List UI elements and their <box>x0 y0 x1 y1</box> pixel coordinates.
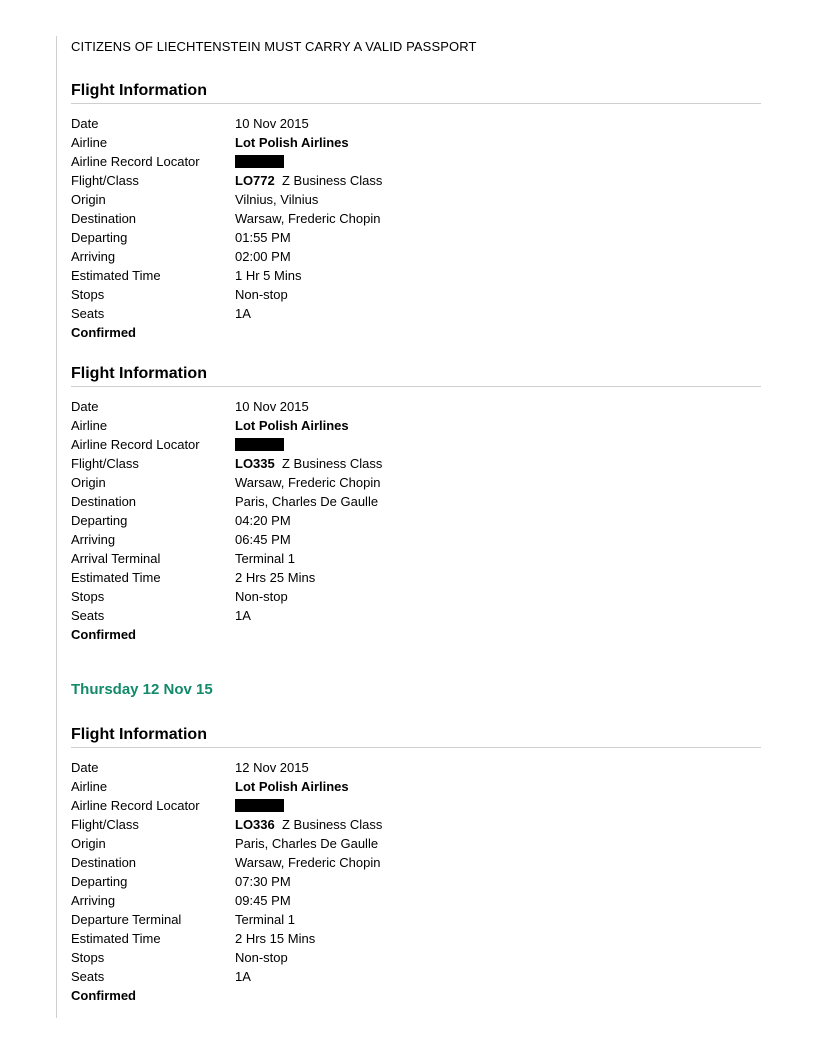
row-arriving <box>71 530 761 549</box>
cabin-class: Z Business Class <box>281 817 383 832</box>
label-departing: Departing <box>71 230 128 245</box>
row-date <box>71 114 761 133</box>
flight-number: LO772 <box>235 173 275 188</box>
label-departure-terminal: Departure Terminal <box>71 912 182 927</box>
row-seats <box>71 967 761 986</box>
row-departing <box>71 228 761 247</box>
label-origin: Origin <box>71 192 106 207</box>
row-destination <box>71 853 761 872</box>
value-origin: Warsaw, Frederic Chopin <box>235 475 381 490</box>
value-estimated-time: 2 Hrs 25 Mins <box>235 570 316 585</box>
value-arriving: 06:45 PM <box>235 532 291 547</box>
row-flight-class <box>71 171 761 190</box>
flight-section-3 <box>71 725 761 1005</box>
flight-section-2 <box>71 364 761 644</box>
flight-details <box>71 397 761 644</box>
label-arrival-terminal: Arrival Terminal <box>71 551 161 566</box>
redaction-box <box>235 438 284 451</box>
label-date: Date <box>71 399 99 414</box>
row-origin <box>71 834 761 853</box>
label-estimated-time: Estimated Time <box>71 570 161 585</box>
value-seats: 1A <box>235 608 251 623</box>
left-margin-rule <box>56 36 57 1018</box>
row-stops <box>71 587 761 606</box>
value-airline: Lot Polish Airlines <box>235 779 349 794</box>
row-estimated-time <box>71 568 761 587</box>
row-stops <box>71 285 761 304</box>
row-departing <box>71 872 761 891</box>
row-estimated-time <box>71 929 761 948</box>
flight-section-1 <box>71 81 761 342</box>
label-arriving: Arriving <box>71 893 116 908</box>
label-estimated-time: Estimated Time <box>71 268 161 283</box>
section-title: Flight Information <box>71 725 761 748</box>
flight-number: LO336 <box>235 817 275 832</box>
label-record-locator: Airline Record Locator <box>71 437 200 452</box>
label-date: Date <box>71 760 99 775</box>
label-airline: Airline <box>71 418 108 433</box>
label-flight-class: Flight/Class <box>71 456 139 471</box>
label-record-locator: Airline Record Locator <box>71 798 200 813</box>
value-date: 10 Nov 2015 <box>235 399 309 414</box>
status-confirmed: Confirmed <box>71 988 136 1003</box>
value-flight-class <box>235 171 382 190</box>
label-record-locator: Airline Record Locator <box>71 154 200 169</box>
value-flight-class <box>235 815 382 834</box>
section-title: Flight Information <box>71 81 761 104</box>
label-seats: Seats <box>71 306 105 321</box>
row-seats <box>71 606 761 625</box>
label-stops: Stops <box>71 589 105 604</box>
value-departing: 07:30 PM <box>235 874 291 889</box>
label-destination: Destination <box>71 855 137 870</box>
section-title: Flight Information <box>71 364 761 387</box>
row-record-locator <box>71 435 761 454</box>
row-destination <box>71 492 761 511</box>
label-date: Date <box>71 116 99 131</box>
label-flight-class: Flight/Class <box>71 817 139 832</box>
value-destination: Warsaw, Frederic Chopin <box>235 855 381 870</box>
flight-details <box>71 758 761 1005</box>
row-seats <box>71 304 761 323</box>
row-arriving <box>71 891 761 910</box>
row-arriving <box>71 247 761 266</box>
label-destination: Destination <box>71 494 137 509</box>
value-origin: Paris, Charles De Gaulle <box>235 836 379 851</box>
row-arrival-terminal <box>71 549 761 568</box>
row-departure-terminal <box>71 910 761 929</box>
value-airline: Lot Polish Airlines <box>235 418 349 433</box>
value-date: 10 Nov 2015 <box>235 116 309 131</box>
row-date <box>71 397 761 416</box>
value-arriving: 09:45 PM <box>235 893 291 908</box>
value-destination: Paris, Charles De Gaulle <box>235 494 379 509</box>
value-seats: 1A <box>235 969 251 984</box>
value-seats: 1A <box>235 306 251 321</box>
value-estimated-time: 1 Hr 5 Mins <box>235 268 302 283</box>
label-stops: Stops <box>71 950 105 965</box>
passport-notice: CITIZENS OF LIECHTENSTEIN MUST CARRY A VALID PASSPORT <box>71 39 477 54</box>
value-arriving: 02:00 PM <box>235 249 291 264</box>
label-origin: Origin <box>71 475 106 490</box>
value-airline: Lot Polish Airlines <box>235 135 349 150</box>
value-stops: Non-stop <box>235 589 288 604</box>
value-arrival-terminal: Terminal 1 <box>235 551 295 566</box>
row-date <box>71 758 761 777</box>
value-stops: Non-stop <box>235 287 288 302</box>
value-date: 12 Nov 2015 <box>235 760 309 775</box>
row-departing <box>71 511 761 530</box>
row-flight-class <box>71 815 761 834</box>
label-seats: Seats <box>71 969 105 984</box>
flight-details <box>71 114 761 342</box>
label-destination: Destination <box>71 211 137 226</box>
value-departing: 04:20 PM <box>235 513 291 528</box>
value-stops: Non-stop <box>235 950 288 965</box>
value-record-locator <box>235 435 284 454</box>
status-confirmed: Confirmed <box>71 627 136 642</box>
row-airline <box>71 777 761 796</box>
row-destination <box>71 209 761 228</box>
value-origin: Vilnius, Vilnius <box>235 192 319 207</box>
redaction-box <box>235 155 284 168</box>
value-record-locator <box>235 152 284 171</box>
row-airline <box>71 133 761 152</box>
value-departing: 01:55 PM <box>235 230 291 245</box>
label-departing: Departing <box>71 874 128 889</box>
day-heading: Thursday 12 Nov 15 <box>71 681 213 698</box>
row-airline <box>71 416 761 435</box>
value-estimated-time: 2 Hrs 15 Mins <box>235 931 316 946</box>
row-stops <box>71 948 761 967</box>
row-record-locator <box>71 152 761 171</box>
label-seats: Seats <box>71 608 105 623</box>
cabin-class: Z Business Class <box>281 173 383 188</box>
label-arriving: Arriving <box>71 249 116 264</box>
cabin-class: Z Business Class <box>281 456 383 471</box>
label-estimated-time: Estimated Time <box>71 931 161 946</box>
value-flight-class <box>235 454 382 473</box>
row-origin <box>71 190 761 209</box>
label-arriving: Arriving <box>71 532 116 547</box>
label-origin: Origin <box>71 836 106 851</box>
label-departing: Departing <box>71 513 128 528</box>
flight-number: LO335 <box>235 456 275 471</box>
label-stops: Stops <box>71 287 105 302</box>
redaction-box <box>235 799 284 812</box>
label-flight-class: Flight/Class <box>71 173 139 188</box>
row-estimated-time <box>71 266 761 285</box>
status-confirmed: Confirmed <box>71 325 136 340</box>
label-airline: Airline <box>71 135 108 150</box>
row-flight-class <box>71 454 761 473</box>
label-airline: Airline <box>71 779 108 794</box>
row-record-locator <box>71 796 761 815</box>
value-record-locator <box>235 796 284 815</box>
row-origin <box>71 473 761 492</box>
value-destination: Warsaw, Frederic Chopin <box>235 211 381 226</box>
value-departure-terminal: Terminal 1 <box>235 912 295 927</box>
